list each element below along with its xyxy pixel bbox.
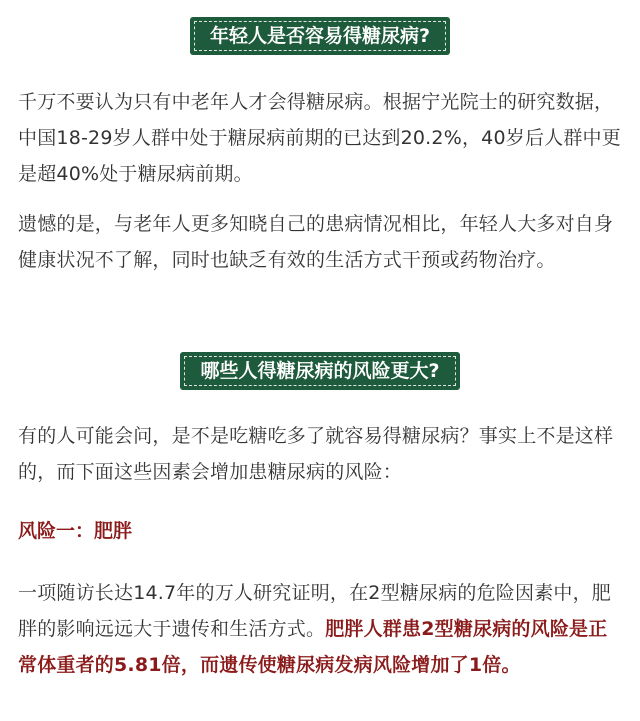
risk1-paragraph xyxy=(18,575,624,683)
section1-heading-wrap xyxy=(0,17,640,55)
section2-heading-wrap xyxy=(0,352,640,390)
section2-heading: 哪些人得糖尿病的风险更大? xyxy=(180,352,459,390)
risk1-label: 风险一：肥胖 xyxy=(18,520,133,542)
section2-paragraph-1: 有的人可能会问，是不是吃糖吃多了就容易得糖尿病？事实上不是这样的，而下面这些因素会增加患糖尿病的风险： xyxy=(18,425,614,483)
risk1-text: 一项随访长达14.7年的万人研究证明，在2型糖尿病的危险因素中，肥胖的影响远远大于遗传和生活方式。 xyxy=(18,582,611,640)
risk1-highlight: 肥胖人群患2型糖尿病的风险是正常体重者的5.81倍，而遗传使糖尿病发病风险增加了1倍。 xyxy=(18,618,608,676)
section1-heading: 年轻人是否容易得糖尿病? xyxy=(190,17,450,55)
section1-paragraph-2: 遗憾的是，与老年人更多知晓自己的患病情况相比，年轻人大多对自身健康状况不了解，同时也缺乏有效的生活方式干预或药物治疗。 xyxy=(18,213,614,271)
section1-paragraph-1: 千万不要认为只有中老年人才会得糖尿病。根据宁光院士的研究数据，中国18-29岁人群中处于糖尿病前期的已达到20.2%，40岁后人群中更是超40%处于糖尿病前期。 xyxy=(18,91,621,185)
